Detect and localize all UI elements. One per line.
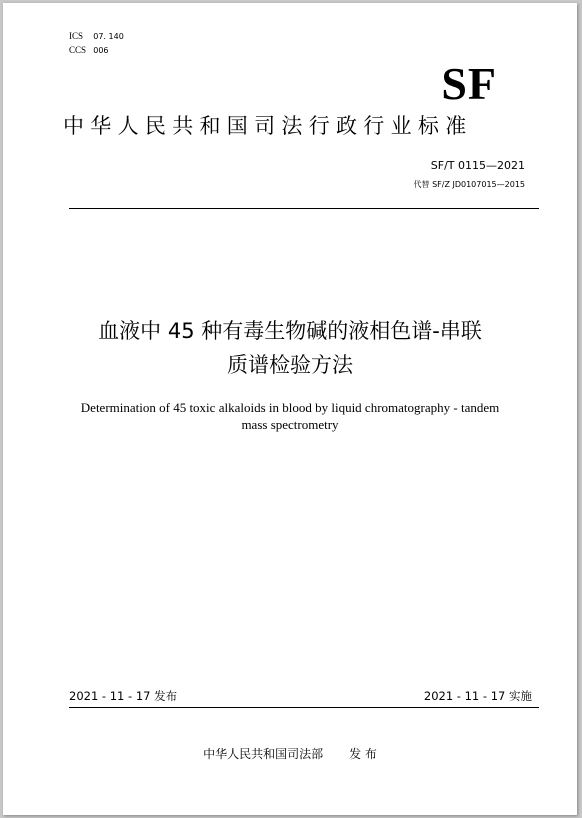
bottom-divider <box>69 707 539 708</box>
ics-code <box>69 31 124 42</box>
standard-cover-page <box>3 3 577 815</box>
publish-label: 发 布 <box>349 747 377 761</box>
ccs-code <box>69 45 109 56</box>
english-title-line1: Determination of 45 toxic alkaloids in blood by liquid chromatography - tandem <box>80 400 500 415</box>
issuer-title: 中华人民共和国司法行政行业标准 <box>63 114 473 138</box>
issue-date: 2021 - 11 - 17 发布 <box>69 689 178 703</box>
english-title-line2: mass spectrometry <box>241 417 339 432</box>
ics-value: 07. 140 <box>93 32 124 41</box>
standard-number: SF/T 0115—2021 <box>430 159 525 172</box>
ics-label: ICS <box>69 31 84 41</box>
replaces-standard: 代替 SF/Z JD0107015—2015 <box>413 180 525 189</box>
publisher-line <box>3 746 577 762</box>
ccs-label: CCS <box>69 45 87 55</box>
chinese-title-line1: 血液中 45 种有毒生物碱的液相色谱-串联 <box>98 319 482 343</box>
sf-logo: SF <box>441 58 497 109</box>
top-divider <box>69 208 539 209</box>
chinese-title-line2: 质谱检验方法 <box>227 353 353 377</box>
implementation-date: 2021 - 11 - 17 实施 <box>423 689 532 703</box>
ccs-value: 006 <box>93 46 109 55</box>
publisher-name: 中华人民共和国司法部 <box>203 747 324 761</box>
